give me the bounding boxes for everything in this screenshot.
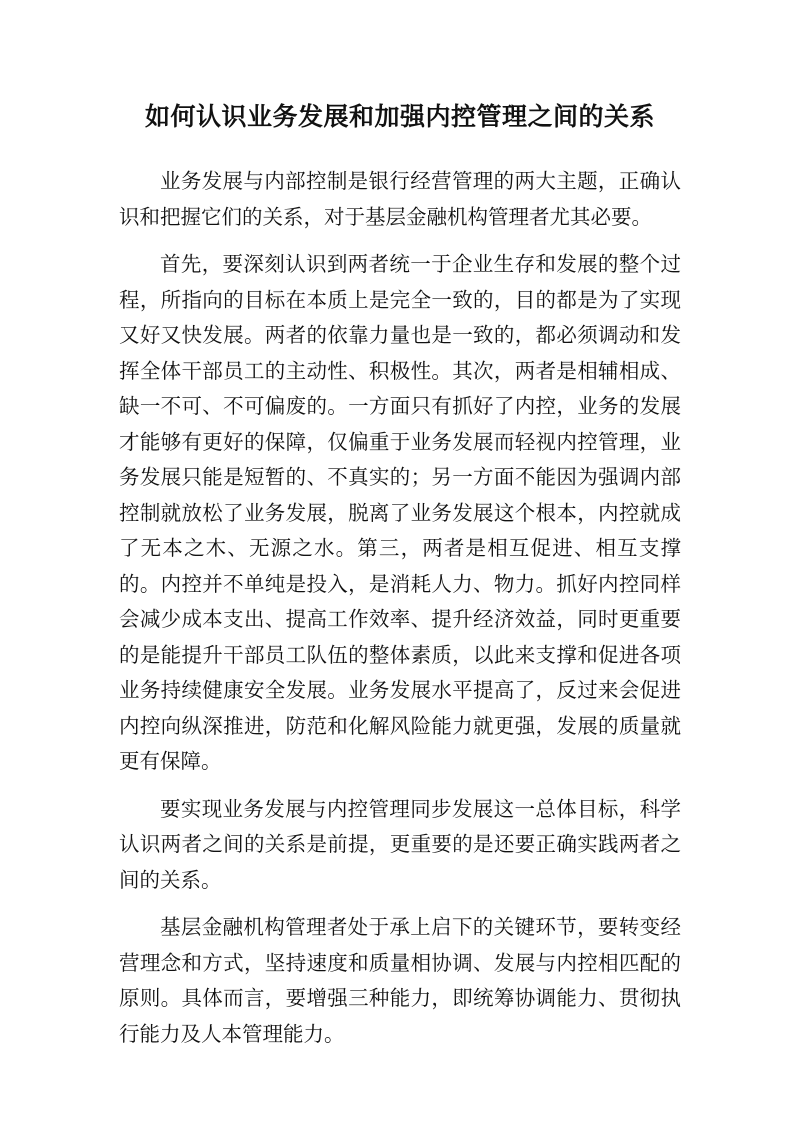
paragraph-intro: 业务发展与内部控制是银行经营管理的两大主题，正确认识和把握它们的关系，对于基层金融机构管理者尤其必要。 xyxy=(119,169,681,229)
paragraph-management: 基层金融机构管理者处于承上启下的关键环节，要转变经营理念和方式，坚持速度和质量相协调、发展与内控相匹配的原则。具体而言，要增强三种能力，即统筹协调能力、贯彻执行能力及人本管理能力。 xyxy=(119,915,681,1046)
document-body xyxy=(119,164,681,1064)
paragraph-goal: 要实现业务发展与内控管理同步发展这一总体目标，科学认识两者之间的关系是前提，更重要的是还要正确实践两者之间的关系。 xyxy=(119,796,681,892)
document-title: 如何认识业务发展和加强内控管理之间的关系 xyxy=(144,102,655,131)
paragraph-analysis: 首先，要深刻认识到两者统一于企业生存和发展的整个过程，所指向的目标在本质上是完全一致的，目的都是为了实现又好又快发展。两者的依靠力量也是一致的，都必须调动和发挥全体干部员工的主动性、积极性。其次，两者是相辅相成、缺一不可、不可偏废的。一方面只有抓好了内控，业务的发展才能够有更好的保障，仅偏重于业务发展而轻视内控管理，业务发展只能是短暂的、不真实的；另一方面不能因为强调内部控制就放松了业务发展，脱离了业务发展这个根本，内控就成了无本之木、无源之水。第三，两者是相互促进、相互支撑的。内控并不单纯是投入，是消耗人力、物力。抓好内控同样会减少成本支出、提高工作效率、提升经济效益，同时更重要的是能提升干部员工队伍的整体素质，以此来支撑和促进各项业务持续健康安全发展。业务发展水平提高了，反过来会促进内控向纵深推进，防范和化解风险能力就更强，发展的质量就更有保障。 xyxy=(119,252,681,773)
